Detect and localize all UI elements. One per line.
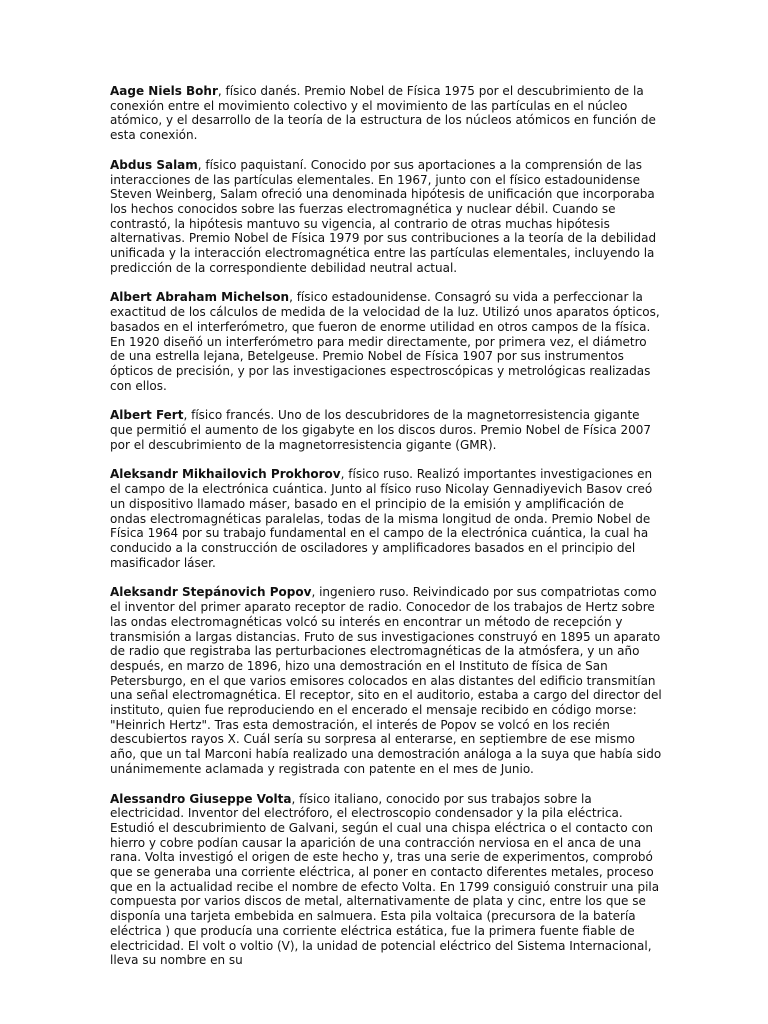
entry-text: , ingeniero ruso. Reivindicado por sus compatriotas como el inventor del primer aparato receptor de radio. Conocedor de los trabajos de Hertz sobre las ondas electromagnéticas volcó su interés en encontrar un método de recepción y transmisión a largas distancias. Fruto de sus investigaciones construyó en 1895 un aparato de radio que registraba las perturbaciones electromagnéticas de la atmósfera, y un año después, en marzo de 1896, hizo una demostración en el Instituto de física de San Petersburgo, en el que varios emisores colocados en alas distantes del edificio transmitían una señal electromagnética. El receptor, sito en el auditorio, estaba a cargo del director del instituto, quien fue reproduciendo en el encerado el mensaje recibido en código morse: "Heinrich Hertz". Tras esta demostración, el interés de Popov se volcó en los recién descubiertos rayos X. Cuál sería su sorpresa al enterarse, en septiembre de ese mismo año, que un tal Marconi había realizado una demostración análoga a la suya que había sido unánimemente aclamada y registrada con patente en el mes de Junio. [110, 585, 662, 776]
entry-name: Aleksandr Mikhailovich Prokhorov [110, 467, 341, 482]
entry-name: Albert Fert [110, 408, 184, 423]
entry-michelson [110, 290, 662, 393]
entry-salam [110, 158, 662, 276]
entry-name: Aleksandr Stepánovich Popov [110, 585, 312, 600]
entry-text: , físico italiano, conocido por sus trabajos sobre la electricidad. Inventor del electróforo, el electroscopio condensador y la pila eléctrica. Estudió el descubrimiento de Galvani, según el cual una chispa eléctrica o el contacto con hierro y cobre podían causar la aparición de una contracción nerviosa en el anca de una rana. Volta investigó el origen de este hecho y, tras una serie de experimentos, comprobó que se generaba una corriente eléctrica, al poner en contacto diferentes metales, proceso que en la actualidad recibe el nombre de efecto Volta. En 1799 consiguió construir una pila compuesta por varios discos de metal, alternativamente de plata y cinc, entre los que se disponía una tarjeta embebida en salmuera. Esta pila voltaica (precursora de la batería eléctrica ) que producía una corriente eléctrica estática, fue la primera fuente fiable de electricidad. El volt o voltio (V), la unidad de potencial eléctrico del Sistema Internacional, lleva su nombre en su [110, 791, 660, 968]
entry-name: Abdus Salam [110, 157, 198, 172]
entry-text: , físico ruso. Realizó importantes investigaciones en el campo de la electrónica cuántica. Junto al físico ruso Nicolay Gennadiyevich Basov creó un dispositivo llamado máser, basado en el principio de la emisión y amplificación de ondas electromagnéticas paralelas, todas de la misma longitud de onda. Premio Nobel de Física 1964 por su trabajo fundamental en el campo de la electrónica cuántica, la cual ha conducido a la construcción de osciladores y amplificadores basados en el principio del masificador láser. [110, 467, 653, 570]
entry-name: Aage Niels Bohr [110, 84, 218, 98]
entry-text: , físico estadounidense. Consagró su vida a perfeccionar la exactitud de los cálculos de medida de la velocidad de la luz. Utilizó unos aparatos ópticos, basados en el interferómetro, que fueron de enorme utilidad en otros campos de la física. En 1920 diseñó un interferómetro para medir directamente, por primera vez, el diámetro de una estrella lejana, Betelgeuse. Premio Nobel de Física 1907 por sus instrumentos ópticos de precisión, y por las investigaciones espectroscópicas y metrológicas realizadas con ellos. [110, 290, 660, 393]
entry-volta [110, 792, 662, 968]
entry-text: , físico danés. Premio Nobel de Física 1975 por el descubrimiento de la conexión entre el movimiento colectivo y el movimiento de las partículas en el núcleo atómico, y el desarrollo de la teoría de la estructura de los núcleos atómicos en función de esta conexión. [110, 84, 656, 143]
entry-text: , físico paquistaní. Conocido por sus aportaciones a la comprensión de las interacciones de las partículas elementales. En 1967, junto con el físico estadounidense Steven Weinberg, Salam ofreció una denominada hipótesis de unificación que incorporaba los hechos conocidos sobre las fuerzas electromagnética y nuclear débil. Cuando se contrastó, la hipótesis mantuvo su vigencia, al contrario de otras muchas hipótesis alternativas. Premio Nobel de Física 1979 por sus contribuciones a la teoría de la debilidad unificada y la interacción electromagnética entre las partículas elementales, incluyendo la predicción de la correspondiente debilidad neutral actual. [110, 157, 657, 275]
entry-text: , físico francés. Uno de los descubridores de la magnetorresistencia gigante que permitió el aumento de los gigabyte en los discos duros. Premio Nobel de Física 2007 por el descubrimiento de la magnetorresistencia gigante (GMR). [110, 408, 652, 452]
entry-prokhorov [110, 467, 662, 570]
entry-name: Albert Abraham Michelson [110, 290, 290, 305]
entry-popov [110, 585, 662, 776]
entry-fert [110, 408, 662, 452]
entry-name: Alessandro Giuseppe Volta [110, 791, 292, 806]
entry-bohr [110, 84, 662, 143]
